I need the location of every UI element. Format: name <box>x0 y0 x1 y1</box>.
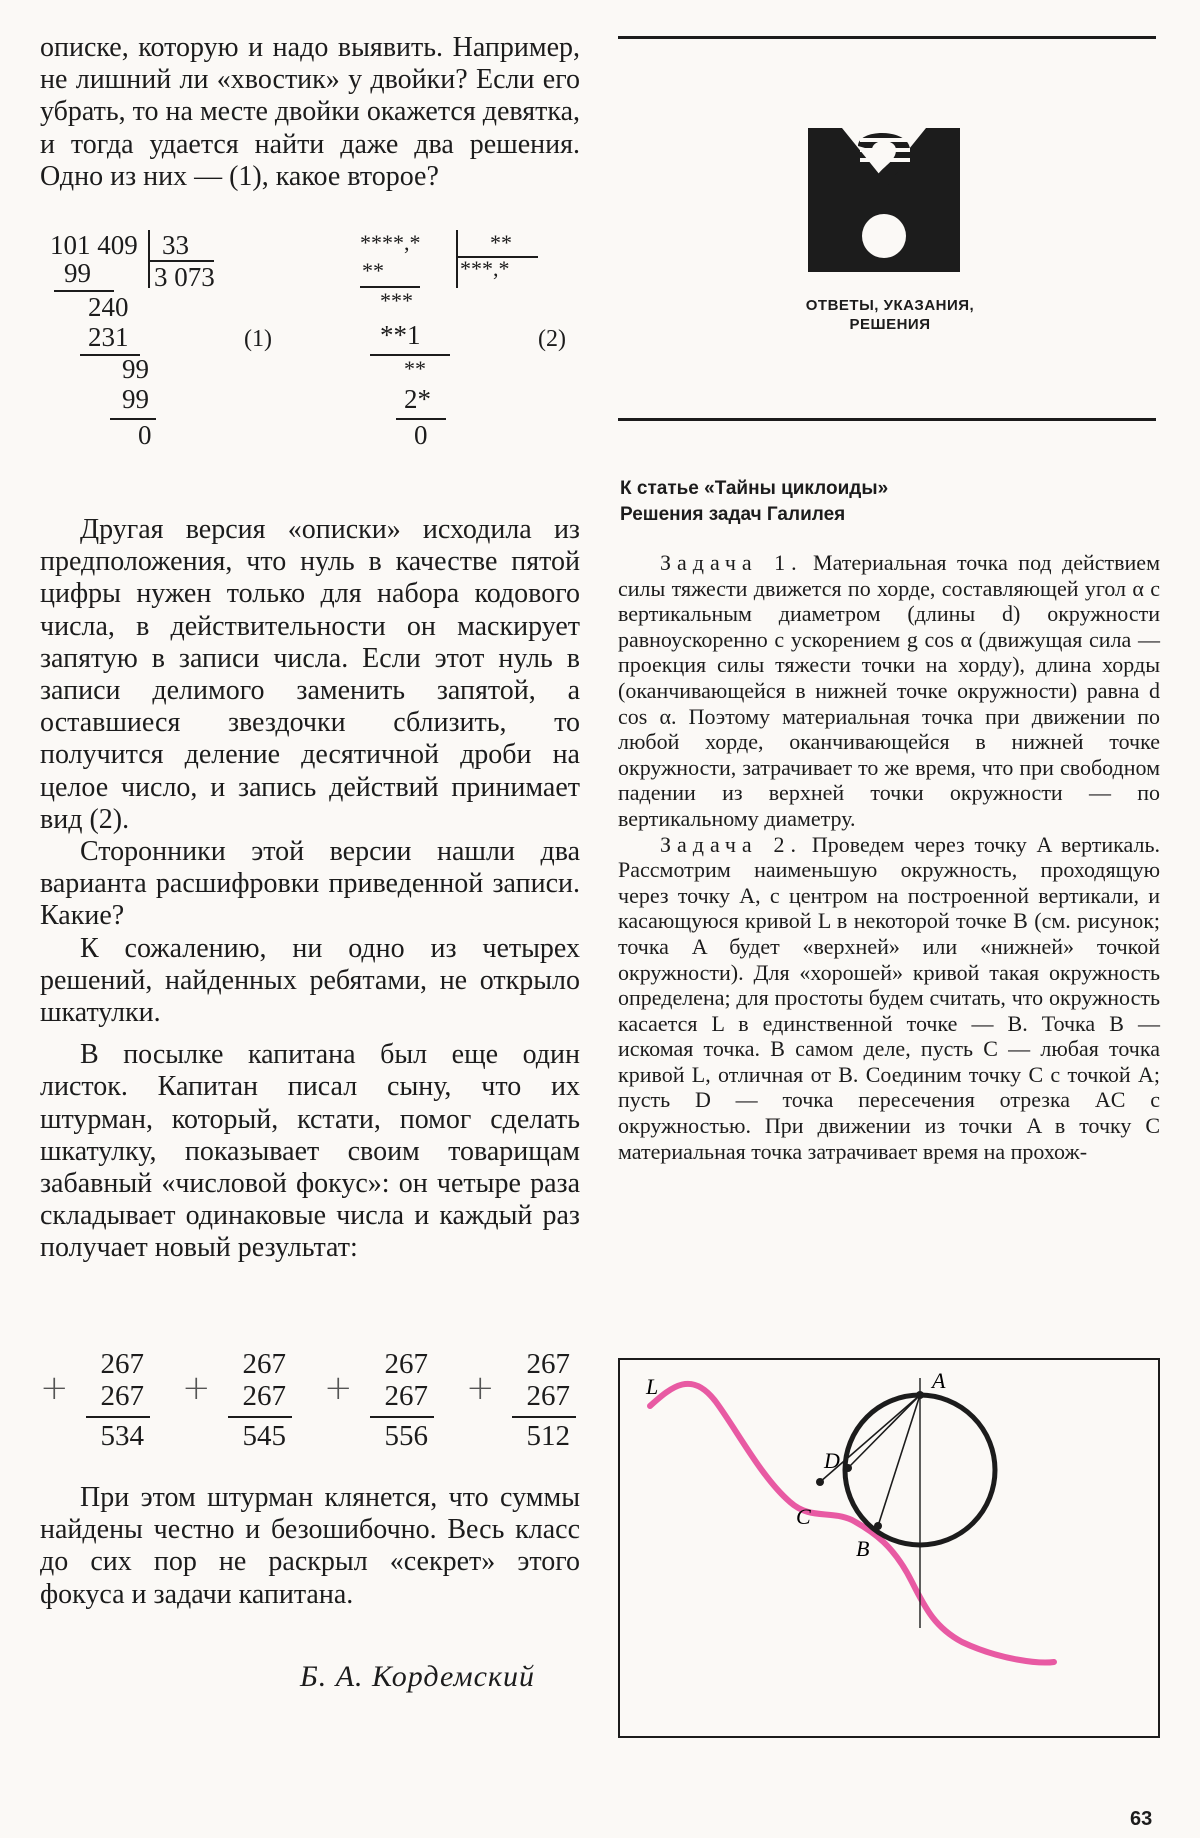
division1-dividend: 101 409 <box>50 230 138 260</box>
plus-icon: + <box>40 1368 69 1408</box>
point-d <box>844 1464 852 1472</box>
sum-block: + 267 267 545 <box>182 1348 292 1458</box>
division2-quotient: ***,* <box>460 256 510 281</box>
division1-divisor: 33 <box>162 230 189 260</box>
division2-step: ** <box>362 258 384 283</box>
closing-block <box>40 1482 580 1611</box>
left-column <box>40 32 580 193</box>
sum-result: 556 <box>384 1420 428 1452</box>
top-rule <box>618 36 1156 39</box>
label-c: C <box>796 1504 811 1529</box>
division1-step: 240 <box>88 292 129 322</box>
solutions-title: Решения задач Галилея <box>620 504 846 525</box>
paragraph-regret: К сожалению, ни одно из четырех решений, найденных ребятами, не открыло шкатулки. <box>40 932 580 1029</box>
task2-label: Задача 2. <box>660 831 803 857</box>
paragraph-closing: При этом штурман клянется, что суммы найдены честно и безошибочно. Весь класс до сих пор не раскрыл «секрет» этого фокуса и задачи капитана. <box>40 1482 580 1610</box>
division2-label: (2) <box>538 326 566 352</box>
section-heading <box>620 476 1160 528</box>
sums-row <box>40 1348 580 1458</box>
division2-step: ** <box>404 356 426 381</box>
division1-label: (1) <box>244 326 272 352</box>
sum-block: + 267 267 534 <box>40 1348 150 1458</box>
paragraph-parcel: В посылке капитана был еще один листок. Капитан писал сыну, что их штурман, который, кстати, помог сделать шкатулку, показывает своим товарищам забавный «числовой фокус»: он четыре раза складывает одинаковые числа и каждый раз получает новый результат: <box>40 1039 580 1264</box>
section-rule <box>618 418 1156 421</box>
division2-step: 2* <box>404 384 431 414</box>
label-d: D <box>824 1448 840 1473</box>
point-b <box>874 1522 882 1530</box>
article-reference: К статье «Тайны циклоиды» <box>620 478 889 499</box>
author-signature: Б. А. Кордемский <box>300 1660 536 1693</box>
division1-step: 99 <box>122 354 149 384</box>
sum-block: + 267 267 512 <box>466 1348 576 1458</box>
division2-step: *** <box>380 288 413 313</box>
division2-step: 0 <box>414 420 428 450</box>
task2-paragraph: Задача 2. Проведем через точку A вертикаль. Рассмотрим наименьшую окружность, проходящую через точку A, с центром на построенной вертикали, и касающуюся кривой L в некоторой точке B (см. рисунок; точка A будет «верхней» или «нижней» точкой окружности). Для «хорошей» кривой такая окружность определена; для простоты будем считать, что окружность касается L в единственной точке — B. Точка B — искомая точка. В самом деле, пусть C — любая точка кривой L, отличная от B. Соединим точку C с точкой A; пусть D — точка пересечения отрезка AC с окружностью. При движении из точки A в точку C материальная точка затрачивает время на прохож- <box>618 831 1160 1164</box>
point-a <box>916 1391 924 1399</box>
intro-paragraph: описке, которую и надо выявить. Например, не лишний ли «хвостик» у двойки? Если его убрать, то на месте двойки окажется девятка, и тогда удается найти даже два решения. Одно из них — (1), какое второе? <box>40 32 580 192</box>
label-a: A <box>932 1368 946 1393</box>
label-l: L <box>646 1374 659 1399</box>
task1-label: Задача 1. <box>660 550 803 575</box>
division1-step: 231 <box>88 322 129 352</box>
cycloid-figure <box>618 1358 1160 1738</box>
division1-step: 0 <box>138 420 152 450</box>
segment-ab <box>878 1395 920 1526</box>
curve-l <box>650 1384 1054 1663</box>
paragraph-version: Другая версия «описки» исходила из предположения, что нуль в качестве пятой цифры нужен только для набора кодового числа, в действительности он маскирует запятую в записи числа. Если этот нуль в записи делимого заменить запятой, а оставшиеся звездочки сблизить, то получится деление десятичной дроби на целое число, и запись действий принимает вид (2). <box>40 514 580 835</box>
sum-result: 545 <box>242 1420 286 1452</box>
page-number: 63 <box>1130 1808 1153 1830</box>
division2-dividend: ****,* <box>360 230 421 255</box>
logo-caption: ОТВЕТЫ, УКАЗАНИЯ, РЕШЕНИЯ <box>805 297 975 333</box>
question-logo-icon <box>808 128 960 272</box>
division2-divisor: ** <box>490 230 512 255</box>
task1-paragraph: Задача 1. Материальная точка под действием силы тяжести движется по хорде, составляющей угол α с вертикальным диаметром (длины d) окружности равноускоренно с ускорением g cos α (движущая сила — проекция силы тяжести точки на хорду), длина хорды (оканчивающейся в нижней точке окружности) равна d cos α. Поэтому материальная точка при движении по любой хорде, оканчивающейся в нижней точке окружности, затрачивает то же время, что при свободном падении из верхней точки окружности — по вертикальному диаметру. <box>618 550 1160 831</box>
sum-block: + 267 267 556 <box>324 1348 434 1458</box>
label-b: B <box>856 1536 870 1561</box>
paragraph-supporters: Сторонники этой версии нашли два варианта расшифровки приведенной записи. Какие? <box>40 836 580 932</box>
sum-result: 512 <box>526 1420 570 1452</box>
geometry-diagram <box>620 1360 1158 1736</box>
plus-icon: + <box>182 1368 211 1408</box>
point-c <box>816 1478 824 1486</box>
sum-result: 534 <box>100 1420 144 1452</box>
division2-step: **1 <box>380 320 421 350</box>
left-column-body <box>40 514 580 1265</box>
division1-step: 99 <box>122 384 149 414</box>
plus-icon: + <box>324 1368 353 1408</box>
division1-quotient: 3 073 <box>154 262 215 292</box>
plus-icon: + <box>466 1368 495 1408</box>
division1-step: 99 <box>64 258 91 288</box>
division-examples <box>40 230 580 494</box>
right-column <box>618 550 1160 1164</box>
